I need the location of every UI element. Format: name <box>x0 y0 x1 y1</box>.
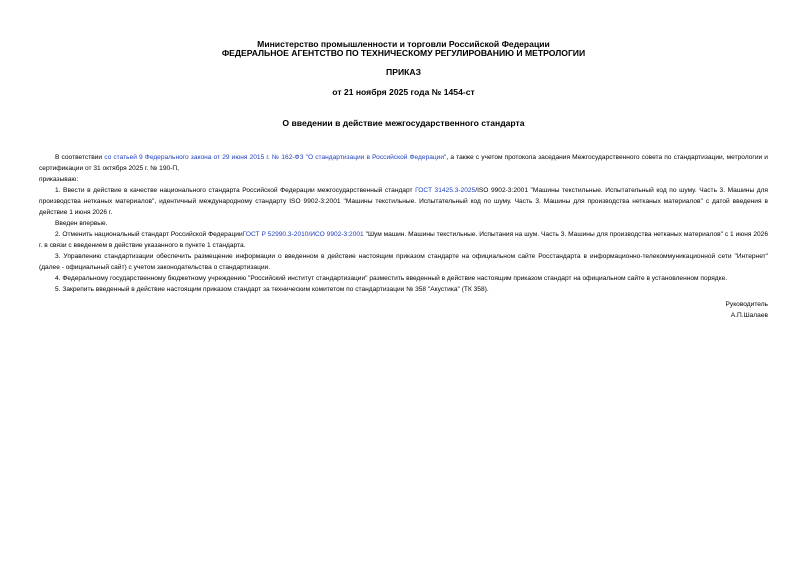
paragraph-2-end: "Шум машин. Машины текстильные. Испытания на шум. Часть 3. Машины для производства нетканых материалов" с 1 июня 2026 г. в связи с введением в действие указанного в пункте 1 стандарта. <box>39 231 769 249</box>
introduced-first-note: Введен впервые. <box>55 220 108 227</box>
signatory-name: А.П.Шалаев <box>730 312 768 319</box>
paragraph-3: 3. Управлению стандартизации обеспечить размещение информации о введенном в действие настоящим приказом стандарте на официальном сайте Росстандарта в информационно-телекоммуникационной сети "Интернет" (далее - официальный сайт) с учетом законодательства о стандартизации. <box>39 253 768 271</box>
gost-r-52990-link[interactable]: ГОСТ Р 52990.3-2010/ИСО 9902-3:2001 <box>242 231 364 238</box>
paragraph-2 <box>39 229 768 251</box>
ministry-name: Министерство промышленности и торговли Российской Федерации <box>257 39 550 49</box>
paragraph-5: 5. Закрепить введенный в действие настоящим приказом стандарт за техническим комитетом по стандартизации № 358 "Акустика" (ТК 358). <box>55 286 489 293</box>
paragraph-1-start: 1. Ввести в действие в качестве национального стандарта Российской Федерации межгосударственный стандарт <box>55 187 416 194</box>
order-word: приказываю: <box>39 176 79 183</box>
paragraph-2-start: 2. Отменить национальный стандарт Российской Федерации <box>55 231 243 238</box>
agency-name: ФЕДЕРАЛЬНОЕ АГЕНТСТВО ПО ТЕХНИЧЕСКОМУ РЕГУЛИРОВАНИЮ И МЕТРОЛОГИИ <box>221 48 586 58</box>
intro-paragraph <box>39 152 768 174</box>
paragraph-1 <box>39 185 768 218</box>
federal-law-link[interactable]: со статьей 9 Федерального закона от 29 июня 2015 г. № 162-ФЗ "О стандартизации в Российской Федерации" <box>104 154 447 161</box>
signatory-position: Руководитель <box>725 301 768 308</box>
paragraph-4: 4. Федеральному государственному бюджетному учреждению "Российский институт стандартизации" разместить введенный в действие настоящим приказом стандарт на официальном сайте в установленном порядке. <box>55 275 728 282</box>
order-date-number: от 21 ноября 2025 года № 1454-ст <box>332 87 475 97</box>
document-type: ПРИКАЗ <box>386 67 421 77</box>
paragraph-1-end: /ISO 9902-3:2001 "Машины текстильные. Испытательный код по шуму. Часть 3. Машины для производства нетканых материалов", идентичный международному стандарту ISO 9902-3:2001 "Машины текстильные. Испытательный код по шуму. Часть 3. Машины для производства нетканых материалов" с датой введения в действие 1 июня 2026 г. <box>39 187 769 216</box>
order-body <box>39 152 768 295</box>
gost-31425-link[interactable]: ГОСТ 31425.3-2025 <box>415 187 476 194</box>
intro-text-start: В соответствии <box>55 154 105 161</box>
intro-text-end: , а также с учетом протокола заседания Межгосударственного совета по стандартизации, метрологии и сертификации от 31 октября 2025 г. № 190-П, <box>39 154 768 172</box>
order-title: О введении в действие межгосударственного стандарта <box>282 118 525 128</box>
